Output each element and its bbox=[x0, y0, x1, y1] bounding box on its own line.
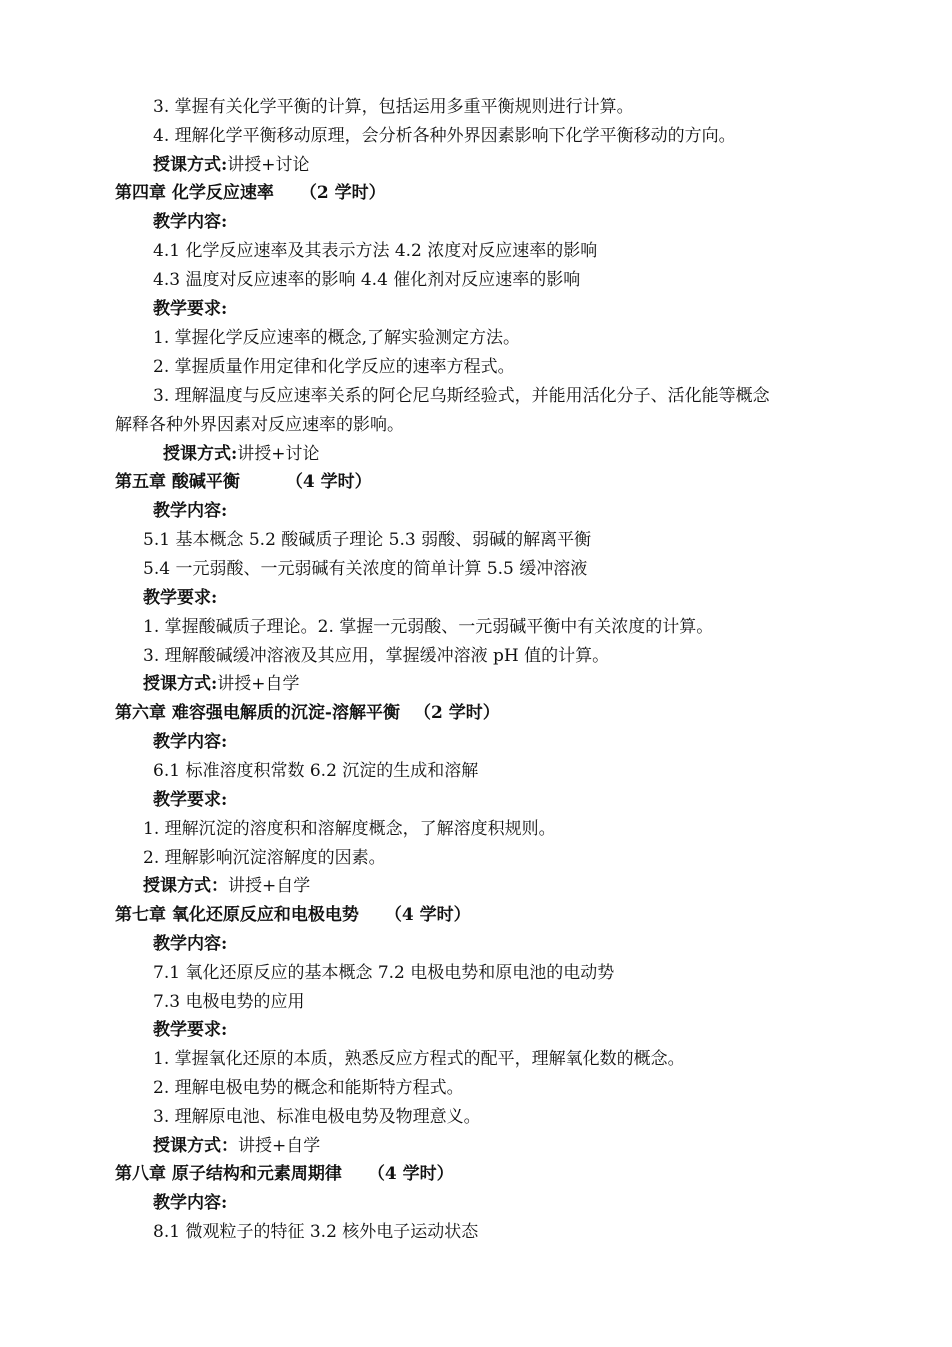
ch4-teaching-method bbox=[163, 443, 320, 465]
chapter-hours: （2 学时） bbox=[299, 183, 386, 203]
ch7-requirements-label: 教学要求: bbox=[153, 1020, 228, 1040]
ch6-requirements-label: 教学要求: bbox=[153, 790, 228, 810]
ch5-content-line-1: 5.1 基本概念 5.2 酸碱质子理论 5.3 弱酸、弱碱的解离平衡 bbox=[143, 530, 592, 550]
ch5-requirement-3: 3. 理解酸碱缓冲溶液及其应用，掌握缓冲溶液 pH 值的计算。 bbox=[143, 646, 610, 666]
ch4-content-label: 教学内容: bbox=[153, 212, 228, 232]
ch7-heading bbox=[115, 904, 471, 926]
ch6-requirement-1: 1. 理解沉淀的溶度积和溶解度概念，了解溶度积规则。 bbox=[143, 819, 556, 839]
ch4-heading bbox=[115, 182, 386, 204]
ch5-teaching-method bbox=[143, 673, 300, 695]
ch4-requirement-2: 2. 掌握质量作用定律和化学反应的速率方程式。 bbox=[153, 357, 515, 377]
ch3-teaching-method bbox=[153, 154, 310, 176]
method-label: 授课方式: bbox=[153, 155, 228, 175]
ch5-content-label: 教学内容: bbox=[153, 501, 228, 521]
chapter-title: 第四章 化学反应速率 bbox=[115, 183, 274, 203]
ch7-requirement-2: 2. 理解电极电势的概念和能斯特方程式。 bbox=[153, 1078, 464, 1098]
method-value: 讲授+自学 bbox=[238, 1136, 321, 1156]
chapter-title: 第八章 原子结构和元素周期律 bbox=[115, 1164, 342, 1184]
ch3-requirement-3: 3. 掌握有关化学平衡的计算，包括运用多重平衡规则进行计算。 bbox=[153, 97, 634, 117]
method-value: 讲授+讨论 bbox=[237, 444, 320, 464]
ch5-requirements-label: 教学要求: bbox=[143, 588, 218, 608]
method-label: 授课方式: bbox=[163, 444, 238, 464]
method-label: 授课方式： bbox=[143, 876, 228, 896]
chapter-hours: （2 学时） bbox=[413, 703, 500, 723]
ch4-content-line-1: 4.1 化学反应速率及其表示方法 4.2 浓度对反应速率的影响 bbox=[153, 241, 598, 261]
ch7-content-line-2: 7.3 电极电势的应用 bbox=[153, 992, 305, 1012]
ch8-content-line-1: 8.1 微观粒子的特征 3.2 核外电子运动状态 bbox=[153, 1222, 479, 1242]
method-value: 讲授+讨论 bbox=[227, 155, 310, 175]
ch4-content-line-2: 4.3 温度对反应速率的影响 4.4 催化剂对反应速率的影响 bbox=[153, 270, 581, 290]
ch7-content-line-1: 7.1 氧化还原反应的基本概念 7.2 电极电势和原电池的电动势 bbox=[153, 963, 615, 983]
ch4-requirements-label: 教学要求: bbox=[153, 299, 228, 319]
method-value: 讲授+自学 bbox=[228, 876, 311, 896]
method-label: 授课方式： bbox=[153, 1136, 238, 1156]
ch6-requirement-2: 2. 理解影响沉淀溶解度的因素。 bbox=[143, 848, 386, 868]
ch8-heading bbox=[115, 1163, 454, 1185]
chapter-title: 第七章 氧化还原反应和电极电势 bbox=[115, 905, 359, 925]
chapter-hours: （4 学时） bbox=[285, 472, 372, 492]
ch6-content-label: 教学内容: bbox=[153, 732, 228, 752]
method-value: 讲授+自学 bbox=[217, 674, 300, 694]
ch5-requirement-1-2: 1. 掌握酸碱质子理论。2. 掌握一元弱酸、一元弱碱平衡中有关浓度的计算。 bbox=[143, 617, 714, 637]
ch7-content-label: 教学内容: bbox=[153, 934, 228, 954]
ch6-teaching-method bbox=[143, 875, 310, 897]
ch8-content-label: 教学内容: bbox=[153, 1193, 228, 1213]
ch6-heading bbox=[115, 702, 500, 724]
ch7-requirement-1: 1. 掌握氧化还原的本质，熟悉反应方程式的配平，理解氧化数的概念。 bbox=[153, 1049, 685, 1069]
ch4-requirement-3: 3. 理解温度与反应速率关系的阿仑尼乌斯经验式，并能用活化分子、活化能等概念 bbox=[153, 386, 770, 406]
ch4-requirement-3-continued: 解释各种外界因素对反应速率的影响。 bbox=[115, 415, 404, 435]
ch5-content-line-2: 5.4 一元弱酸、一元弱碱有关浓度的简单计算 5.5 缓冲溶液 bbox=[143, 559, 588, 579]
method-label: 授课方式: bbox=[143, 674, 218, 694]
ch7-requirement-3: 3. 理解原电池、标准电极电势及物理意义。 bbox=[153, 1107, 481, 1127]
ch4-requirement-1: 1. 掌握化学反应速率的概念,了解实验测定方法。 bbox=[153, 328, 521, 348]
ch6-content-line-1: 6.1 标准溶度积常数 6.2 沉淀的生成和溶解 bbox=[153, 761, 479, 781]
chapter-title: 第六章 难容强电解质的沉淀-溶解平衡 bbox=[115, 703, 400, 723]
chapter-title: 第五章 酸碱平衡 bbox=[115, 472, 240, 492]
ch5-heading bbox=[115, 471, 372, 493]
ch7-teaching-method bbox=[153, 1135, 320, 1157]
chapter-hours: （4 学时） bbox=[384, 905, 471, 925]
chapter-hours: （4 学时） bbox=[367, 1164, 454, 1184]
ch3-requirement-4: 4. 理解化学平衡移动原理，会分析各种外界因素影响下化学平衡移动的方向。 bbox=[153, 126, 736, 146]
